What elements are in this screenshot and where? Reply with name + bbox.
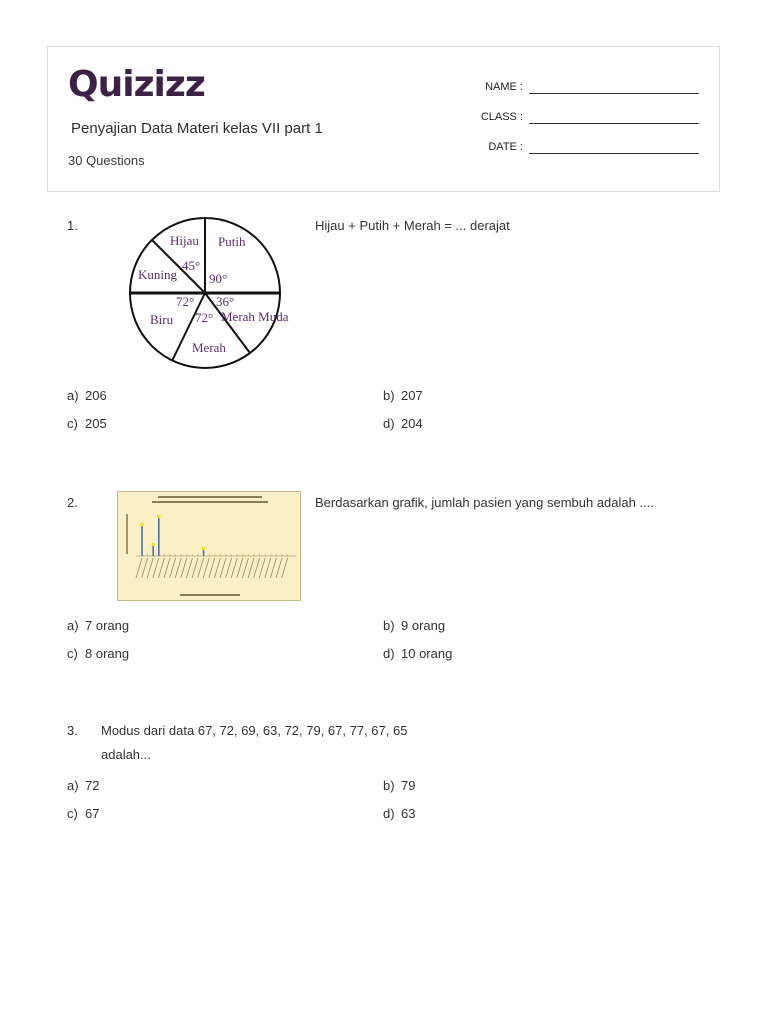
question-3-text-line2: adalah... bbox=[101, 747, 151, 762]
option-letter: c) bbox=[67, 806, 78, 821]
chart-marker bbox=[157, 515, 161, 519]
pie-label-merah: Merah bbox=[192, 340, 226, 355]
class-label: CLASS : bbox=[480, 111, 523, 123]
chart-tick-label bbox=[214, 558, 220, 578]
chart-bar bbox=[152, 546, 154, 556]
question-3-option-d[interactable] bbox=[383, 806, 415, 821]
option-text: 79 bbox=[401, 778, 416, 793]
question-1-option-a[interactable] bbox=[67, 388, 107, 403]
pie-angle-72-left: 72° bbox=[176, 294, 195, 309]
chart-zero-marker bbox=[214, 554, 216, 556]
question-2-option-c[interactable] bbox=[67, 646, 129, 661]
chart-marker bbox=[140, 523, 144, 527]
question-1-text: Hijau + Putih + Merah = ... derajat bbox=[315, 218, 510, 233]
chart-tick-label bbox=[147, 558, 153, 578]
covid-chart-svg bbox=[118, 492, 300, 600]
chart-tick-label bbox=[237, 558, 243, 578]
option-letter: d) bbox=[383, 416, 395, 431]
chart-zero-marker bbox=[264, 554, 266, 556]
chart-tick-label bbox=[186, 558, 192, 578]
chart-bar bbox=[141, 526, 143, 556]
chart-tick-label bbox=[203, 558, 209, 578]
option-text: 67 bbox=[85, 806, 100, 821]
pie-label-merah-muda: Merah Muda bbox=[221, 309, 289, 324]
chart-title-line bbox=[152, 501, 268, 503]
chart-tick-label bbox=[153, 558, 159, 578]
question-3-option-b[interactable] bbox=[383, 778, 415, 793]
question-2-option-b[interactable] bbox=[383, 618, 445, 633]
chart-tick-label bbox=[231, 558, 237, 578]
option-text: 63 bbox=[401, 806, 416, 821]
date-line[interactable] bbox=[529, 153, 699, 154]
question-1-option-b[interactable] bbox=[383, 388, 423, 403]
option-letter: a) bbox=[67, 618, 79, 633]
question-2-option-d[interactable] bbox=[383, 646, 452, 661]
option-text: 10 orang bbox=[401, 646, 453, 661]
chart-tick-label bbox=[158, 558, 164, 578]
option-letter: d) bbox=[383, 646, 395, 661]
option-letter: a) bbox=[67, 388, 79, 403]
chart-tick-label bbox=[220, 558, 226, 578]
chart-tick-label bbox=[265, 558, 271, 578]
covid-chart-image bbox=[117, 491, 301, 601]
option-text: 9 orang bbox=[401, 618, 446, 633]
chart-tick-label bbox=[270, 558, 276, 578]
chart-zero-marker bbox=[197, 554, 199, 556]
chart-ticks bbox=[136, 558, 288, 578]
date-label: DATE : bbox=[488, 141, 523, 153]
question-3-option-c[interactable] bbox=[67, 806, 99, 821]
worksheet-title: Penyajian Data Materi kelas VII part 1 bbox=[71, 120, 323, 137]
option-text: 8 orang bbox=[85, 646, 130, 661]
option-text: 205 bbox=[85, 416, 107, 431]
option-text: 206 bbox=[85, 388, 107, 403]
chart-tick-label bbox=[136, 558, 142, 578]
chart-bar bbox=[203, 550, 205, 556]
question-count: 30 Questions bbox=[68, 153, 145, 168]
option-text: 204 bbox=[401, 416, 423, 431]
pie-label-putih: Putih bbox=[218, 234, 246, 249]
chart-tick-label bbox=[226, 558, 232, 578]
option-letter: b) bbox=[383, 618, 395, 633]
question-1-option-d[interactable] bbox=[383, 416, 423, 431]
quizizz-logo: Quizizz bbox=[68, 64, 205, 105]
chart-tick-label bbox=[181, 558, 187, 578]
chart-zero-marker bbox=[169, 554, 171, 556]
chart-zero-marker bbox=[270, 554, 272, 556]
question-2-option-a[interactable] bbox=[67, 618, 129, 633]
chart-zero-marker bbox=[259, 554, 261, 556]
chart-tick-label bbox=[242, 558, 248, 578]
pie-angle-45: 45° bbox=[182, 258, 201, 273]
chart-zero-marker bbox=[175, 554, 177, 556]
chart-zero-marker bbox=[147, 554, 149, 556]
pie-angle-90: 90° bbox=[209, 271, 228, 286]
chart-zero-marker bbox=[287, 554, 289, 556]
chart-bars bbox=[140, 515, 288, 556]
chart-tick-label bbox=[142, 558, 148, 578]
question-3-text-line1: Modus dari data 67, 72, 69, 63, 72, 79, 67, 77, 67, 65 bbox=[101, 723, 408, 738]
option-text: 72 bbox=[85, 778, 100, 793]
class-field[interactable] bbox=[449, 111, 699, 127]
option-letter: d) bbox=[383, 806, 395, 821]
chart-title-line bbox=[158, 496, 262, 498]
option-text: 7 orang bbox=[85, 618, 130, 633]
pie-label-hijau: Hijau bbox=[170, 233, 199, 248]
option-letter: b) bbox=[383, 778, 395, 793]
worksheet-header bbox=[47, 46, 720, 192]
chart-tick-label bbox=[282, 558, 288, 578]
chart-zero-marker bbox=[220, 554, 222, 556]
chart-tick-label bbox=[254, 558, 260, 578]
question-3-number: 3. bbox=[67, 723, 78, 738]
option-letter: b) bbox=[383, 388, 395, 403]
date-field[interactable] bbox=[449, 141, 699, 157]
chart-bar bbox=[158, 518, 160, 556]
chart-tick-label bbox=[276, 558, 282, 578]
chart-zero-marker bbox=[186, 554, 188, 556]
pie-chart-figure bbox=[120, 210, 310, 376]
chart-tick-label bbox=[164, 558, 170, 578]
chart-zero-marker bbox=[242, 554, 244, 556]
option-text: 207 bbox=[401, 388, 423, 403]
chart-tick-label bbox=[170, 558, 176, 578]
chart-zero-marker bbox=[281, 554, 283, 556]
pie-label-biru: Biru bbox=[150, 312, 174, 327]
chart-tick-label bbox=[175, 558, 181, 578]
question-2-number: 2. bbox=[67, 495, 78, 510]
chart-tick-label bbox=[248, 558, 254, 578]
chart-zero-marker bbox=[192, 554, 194, 556]
chart-zero-marker bbox=[180, 554, 182, 556]
option-letter: c) bbox=[67, 416, 78, 431]
chart-zero-marker bbox=[248, 554, 250, 556]
pie-label-kuning: Kuning bbox=[138, 267, 177, 282]
chart-tick-label bbox=[259, 558, 265, 578]
chart-zero-marker bbox=[208, 554, 210, 556]
chart-zero-marker bbox=[253, 554, 255, 556]
chart-tick-label bbox=[192, 558, 198, 578]
option-letter: c) bbox=[67, 646, 78, 661]
question-2-text: Berdasarkan grafik, jumlah pasien yang sembuh adalah .... bbox=[315, 495, 654, 510]
chart-zero-marker bbox=[164, 554, 166, 556]
chart-marker bbox=[151, 543, 155, 547]
class-line[interactable] bbox=[529, 123, 699, 124]
question-1-number: 1. bbox=[67, 218, 78, 233]
name-label: NAME : bbox=[485, 81, 523, 93]
chart-zero-marker bbox=[225, 554, 227, 556]
question-3-option-a[interactable] bbox=[67, 778, 99, 793]
chart-ylabel bbox=[126, 514, 128, 554]
name-field[interactable] bbox=[449, 81, 699, 97]
chart-zero-marker bbox=[276, 554, 278, 556]
chart-marker bbox=[202, 547, 206, 551]
question-1-option-c[interactable] bbox=[67, 416, 107, 431]
pie-angle-72-bottom: 72° bbox=[195, 310, 214, 325]
name-line[interactable] bbox=[529, 93, 699, 94]
option-letter: a) bbox=[67, 778, 79, 793]
chart-zero-marker bbox=[236, 554, 238, 556]
chart-tick-label bbox=[198, 558, 204, 578]
pie-angle-36: 36° bbox=[216, 294, 235, 309]
chart-xlabel bbox=[180, 594, 240, 596]
chart-zero-marker bbox=[231, 554, 233, 556]
chart-tick-label bbox=[209, 558, 215, 578]
